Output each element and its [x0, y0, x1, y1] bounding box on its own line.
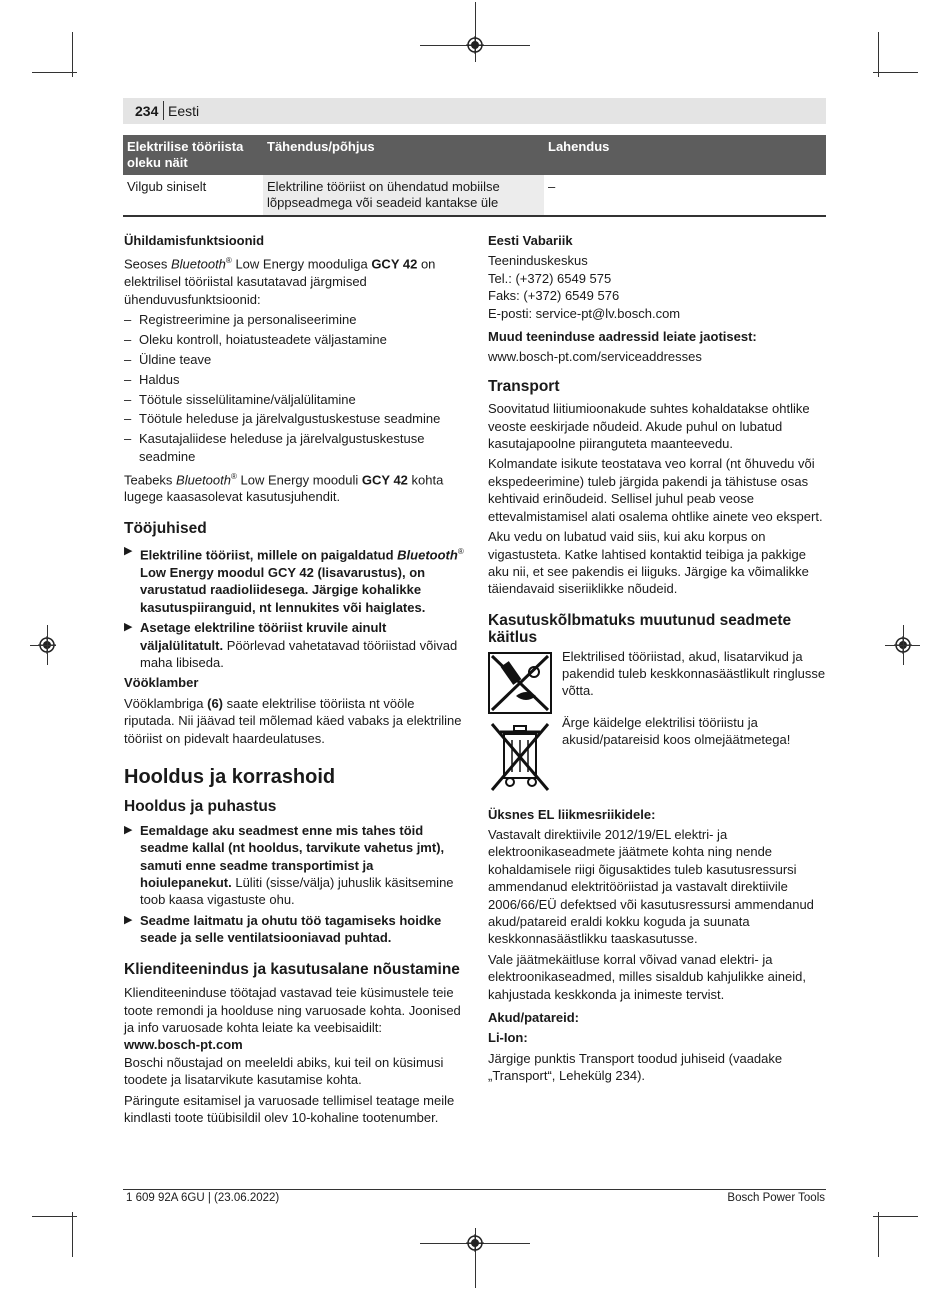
crossed-out-bin-icon	[488, 720, 552, 792]
list-item: – Oleku kontroll, hoiatusteadete väljastamine	[124, 331, 464, 348]
triangle-bullet-icon: ▶	[124, 545, 133, 558]
warning-item	[124, 543, 464, 616]
crop-mark	[30, 645, 56, 646]
section-heading: Transport	[488, 377, 560, 395]
text: Seoses	[124, 256, 171, 272]
paragraph	[124, 468, 464, 506]
footer-divider	[123, 1189, 826, 1190]
section-heading: Kasutuskõlbmatuks muutunud seadmete käitlus	[488, 611, 792, 647]
text: ®	[225, 256, 232, 266]
triangle-bullet-icon: ▶	[124, 913, 133, 926]
section-heading: Tööjuhised	[124, 519, 207, 537]
table-cell: Elektriline tööriist on ühendatud mobiilse lõppseadmega või seadeid kantakse üle	[263, 175, 544, 216]
text: Lüliti (sisse/välja) juhuslik käsitsemine toob kaasa vigastuste ohu.	[140, 875, 454, 908]
paragraph: Klienditeeninduse töötajad vastavad teie küsimustele teie toote remondi ja hoolduse ning varuosade kohta. Joonised ja info varuosade kohta leiate ka veebisaidilt:	[124, 985, 461, 1035]
section-heading: Li-Ion:	[488, 1030, 528, 1046]
text: GCY 42	[371, 256, 418, 272]
service-link[interactable]: www.bosch-pt.com	[124, 1037, 243, 1053]
triangle-bullet-icon: ▶	[124, 823, 133, 836]
paragraph: Soovitatud liitiumioonakude suhtes kohaldatakse ohtlike veoste eeskirjade nõudeid. Akude puhul on lubatud kasutajapoolne piiranguteta maanteevedu.	[488, 401, 810, 452]
header-divider	[163, 101, 164, 120]
crop-mark	[873, 72, 918, 73]
text: Bluetooth	[176, 472, 231, 488]
warning-item	[124, 912, 464, 947]
paragraph: Päringute esitamisel ja varuosade tellimisel teatage meile kindlasti toote tüübisildil olev 10-kohaline tootenumber.	[124, 1092, 455, 1125]
warning-item	[124, 619, 464, 671]
table-cell: Vilgub siniselt	[123, 175, 263, 216]
header-language: Eesti	[168, 103, 200, 119]
service-addresses-link[interactable]: www.bosch-pt.com/serviceaddresses	[488, 349, 702, 365]
list-item: – Töötule sisselülitamine/väljalülitamine	[124, 391, 464, 408]
text: ®	[457, 547, 464, 557]
text: Pöörlevad vahetatavad tööriistad võivad maha libiseda.	[140, 637, 458, 671]
crop-mark	[32, 72, 77, 73]
paragraph: Järgige punktis Transport toodud juhiseid (vaadake „Transport“, Lehekülg 234).	[488, 1050, 783, 1084]
text: kohta lugege kaasasolevat kasutusjuhendit.	[124, 472, 444, 505]
text: (6)	[207, 695, 223, 711]
text: Bluetooth	[397, 547, 458, 563]
list-item: – Töötule heleduse ja järelvalgustuskestuse seadmine	[124, 410, 464, 427]
paragraph: Vastavalt direktiivile 2012/19/EL elektri- ja elektroonikaseadmete jäätmete kohta ning nende kohaldamisele riigi õigusaktides tuleb kasutusressursi ammendanud elektritööriistad ja vastavalt direktiivile 2006/66/EÜ defektsed või kasutusressursi ammendanud akud/patareid eraldi kokku koguda ja suunata keskkonnasäästlikku taaskasutusse.	[488, 826, 814, 947]
paragraph	[124, 252, 464, 308]
registration-mark-icon	[466, 1234, 484, 1252]
section-heading: Klienditeenindus ja kasutusalane nõustamine	[124, 960, 460, 978]
triangle-bullet-icon: ▶	[124, 621, 133, 634]
crop-mark	[32, 1216, 77, 1217]
table-header-cell: Tähendus/põhjus	[263, 135, 544, 175]
right-column	[488, 232, 826, 1088]
table-header-row	[123, 135, 826, 175]
page-header	[123, 98, 826, 124]
paragraph: Aku vedu on lubatud vaid siis, kui aku korpus on vigastusteta. Katke lahtised kontaktid teibiga ja pakkige aku nii, et see pakendis ei liiguks. Järgige ka võimalikke täiendavaid siseriiklikke nõudeid.	[488, 529, 809, 597]
recycling-packaging-icon	[488, 652, 552, 714]
crop-mark	[47, 625, 48, 665]
table-row	[123, 175, 826, 216]
text: Asetage elektriline tööriist kruvile ainult väljalülitatult.	[140, 620, 387, 653]
text: on elektrilisel tööriistal kasutatavad järgmised ühenduvusfunktsioonid:	[124, 256, 436, 307]
crop-mark	[878, 32, 879, 77]
crop-mark	[878, 1212, 879, 1257]
paragraph: Kolmandate isikute teostatava veo korral (nt õhuvedu või ekspedeerimine) tuleb järgida pakendi ja tähistuse osas kehtivaid erinõudeid. Sellisel juhul peab veose ettevalmistamisel alati osalema ohtlike ainete veo ekspert.	[488, 456, 823, 524]
address-line: E-posti: service-pt@lv.bosch.com	[488, 305, 681, 321]
page-number: 234	[135, 103, 159, 119]
text: Eemaldage aku seadmest enne mis tahes töid seadme kallal (nt hooldus, tarvikute vahetus jmt), samuti enne seadme transportimist ja hoiulepanekut.	[140, 822, 445, 891]
text: ®	[230, 471, 237, 481]
section-heading: Hooldus ja puhastus	[124, 798, 277, 816]
table-cell: –	[544, 175, 826, 216]
paragraph: Vale jäätmekäitluse korral võivad vanad elektri- ja elektroonikaseadmed, milles sisaldub kahjulikke aineid, kahjustada keskkonda ja inimeste tervist.	[488, 951, 806, 1002]
warning-item	[124, 822, 464, 909]
paragraph: Elektrilised tööriistad, akud, lisatarvikud ja pakendid tuleb keskkonnasäästlikult ringlusse võtta.	[562, 648, 826, 699]
feature-list	[124, 311, 464, 465]
list-item: – Üldine teave	[124, 351, 464, 368]
address-line: Tel.: (+372) 6549 575	[488, 270, 612, 286]
text: Low Energy mooduliga	[231, 256, 372, 272]
list-item: – Kasutajaliidese heleduse ja järelvalgustuskestuse seadmine	[124, 430, 464, 465]
footer-brand: Bosch Power Tools	[727, 1192, 825, 1204]
crop-mark	[903, 625, 904, 665]
text: Teabeks	[124, 472, 177, 488]
text: Vööklambriga	[124, 695, 208, 711]
registration-mark-icon	[466, 36, 484, 54]
paragraph: Boschi nõustajad on meeleldi abiks, kui teil on küsimusi toodete ja lisatarvikute kasutamise kohta.	[124, 1054, 444, 1088]
address-line: Teeninduskeskus	[488, 253, 588, 269]
disposal-row	[488, 648, 826, 718]
crop-mark	[873, 1216, 918, 1217]
paragraph: Ärge käidelge elektrilisi tööriistu ja akusid/patareisid koos olmejäätmetega!	[562, 714, 791, 747]
text: saate elektrilise tööriista nt vööle riputada. Nii jäävad teil mõlemad käed vabaks ja elektriline tööriist on pidevalt haardeulatuses.	[124, 695, 462, 746]
section-heading: Ühildamisfunktsioonid	[124, 233, 265, 248]
footer-doc-number: 1 609 92A 6GU | (23.06.2022)	[126, 1192, 280, 1204]
table-header-cell: Elektrilise tööriista oleku näit	[123, 135, 263, 175]
address-line: Faks: (+372) 6549 576	[488, 288, 620, 304]
section-heading: Eesti Vabariik	[488, 233, 573, 248]
list-item: – Registreerimine ja personaliseerimine	[124, 311, 464, 328]
text: GCY 42	[361, 472, 408, 488]
text: Low Energy mooduli	[236, 472, 362, 488]
text: Low Energy moodul GCY 42 (lisavarustus), on varustatud raadioliidesega. Järgige kohalikke kasutuspiiranguid, nt lennukites või haiglates.	[140, 564, 426, 615]
crop-mark	[72, 32, 73, 77]
section-heading: Üksnes EL liikmesriikidele:	[488, 806, 656, 822]
table-header-cell: Lahendus	[544, 135, 826, 175]
text: Elektriline tööriist, millele on paigaldatud	[140, 547, 398, 563]
section-heading: Akud/patareid:	[488, 1010, 580, 1025]
left-column	[124, 232, 464, 1129]
paragraph	[124, 695, 464, 747]
section-heading: Vööklamber	[124, 675, 199, 691]
text: Seadme laitmatu ja ohutu töö tagamiseks hoidke seade ja selle ventilatsiooniavad puhtad.	[140, 912, 442, 946]
crop-mark	[72, 1212, 73, 1257]
list-item: – Haldus	[124, 371, 464, 388]
chapter-heading: Hooldus ja korrashoid	[124, 766, 336, 789]
status-table	[123, 135, 826, 217]
section-heading: Muud teeninduse aadressid leiate jaotisest:	[488, 329, 757, 345]
disposal-row	[488, 714, 826, 798]
text: Bluetooth	[170, 256, 226, 272]
